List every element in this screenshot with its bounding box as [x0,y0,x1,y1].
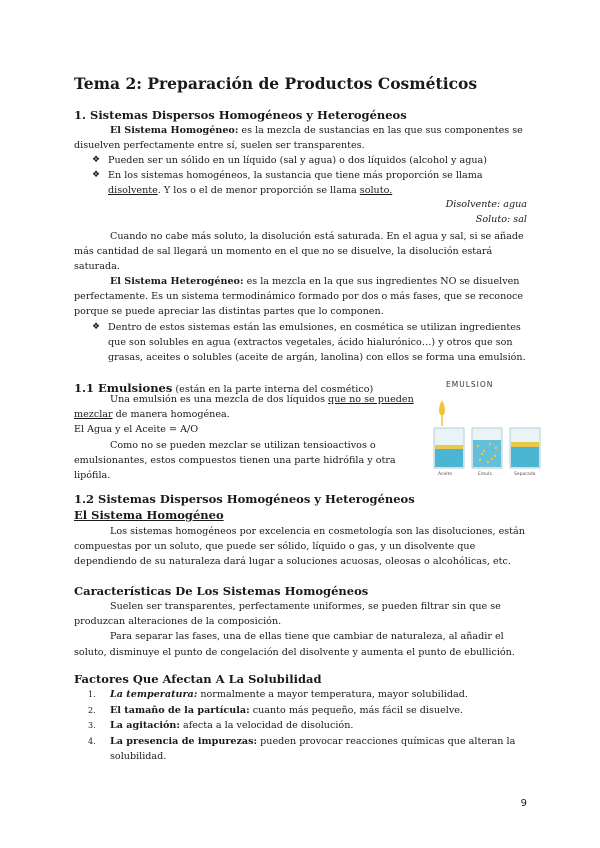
characteristics-line1: Suelen ser transparentes, perfectamente uniformes, se pueden filtrar sin que se [110,601,501,612]
heterogeneous-def-line2: perfectamente. Es un sistema termodinámico formado por dos o más fases, que se reconoce [74,291,524,303]
section-1-heading: 1. Sistemas Dispersos Homogéneos y Heterogéneos [74,108,407,122]
bullet-line1: En los sistemas homogéneos, la sustancia que tiene más proporción se llama [108,170,483,181]
saturation-line2: más cantidad de sal llegará un momento en el que no se disuelve, la disolución estará [74,246,493,258]
bullet-line3: grasas, aceites o solubles (aceite de argán, lanolina) con ellos se forma una emulsión. [108,352,526,364]
example-solute: Soluto: sal [475,214,527,225]
factors-heading: Factores Que Afectan A La Solubilidad [74,672,322,686]
bullet-line2: que son solubles en agua (extractos vegetales, ácido hialurónico…) y otros que son [108,337,513,349]
homogeneous-def-line1: es la mezcla de sustancias en las que sus componentes se [241,125,523,136]
emulsion-line1: Una emulsión es una mezcla de dos líquidos [110,394,329,405]
bullet-mid: . Y los o el de menor proporción se llama [157,185,360,197]
heterogeneous-definition [74,274,544,320]
characteristics-heading: Características De Los Sistemas Homogéneos [74,584,369,598]
factor-text: normalmente a mayor temperatura, mayor solubilidad. [197,689,468,700]
bullet-text: Pueden ser un sólido en un líquido (sal y agua) o dos líquidos (alcohol y agua) [108,155,487,166]
factor-term: La agitación: [110,720,180,731]
heterogeneous-def-line3: porque se puede apreciar las distintas partes que lo componen. [74,306,384,318]
figure-title: EMULSION [446,380,494,389]
caption-2: Emuls. [478,472,494,477]
bullet-emulsions [92,320,552,366]
bullet-line1: Dentro de estos sistemas están las emulsiones, en cosmética se utilizan ingredientes [108,322,521,333]
factor-item [88,703,548,718]
diamond-bullet-icon: ❖ [92,155,101,165]
emulsion-line6: lipófila. [74,470,111,482]
emulsion-underlined-2: mezclar [74,409,113,421]
bullet-text [92,168,552,198]
emulsion-line5: emulsionantes, estos compuestos tienen una parte hidrófila y otra [74,454,396,466]
emulsion-illustration [420,372,548,484]
item-number: 2. [88,706,96,715]
bullet-solid-liquid [92,153,552,168]
homogeneous-definition [74,123,544,153]
caption-3: Separada [514,472,536,477]
emulsion-underlined-1: que no se pueden [328,394,414,405]
emulsion-line2: de manera homogénea. [112,409,230,421]
item-number: 1. [88,690,96,699]
factor-text: pueden provocar reacciones químicas que alteran la [257,736,516,747]
emulsion-line4: Como no se pueden mezclar se utilizan tensioactivos o [110,439,376,451]
heterogeneous-term: El Sistema Heterogéneo: [110,276,244,287]
characteristics-line2: produzcan alteraciones de la composición. [74,616,282,628]
solute-term: soluto. [359,185,393,197]
characteristics-line4: soluto, disminuye el punto de congelación del disolvente y aumenta el punto de ebullición. [74,646,515,658]
factor-item [88,734,548,764]
disolutions-line1: Los sistemas homogéneos por excelencia en cosmetología son las disoluciones, están [110,526,525,537]
homogeneous-def-line2: disuelven perfectamente entre sí, suelen ser transparentes. [74,140,365,152]
characteristics-line3: Para separar las fases, una de ellas tiene que cambiar de naturaleza, al añadir el [110,631,504,643]
saturation-paragraph [74,229,544,275]
disolutions-line2: compuestas por un soluto, que puede ser sólido, líquido o gas, y un disolvente que [74,541,476,553]
factor-term: El tamaño de la partícula: [110,705,250,716]
factor-term: La presencia de impurezas: [110,736,258,747]
factor-text: cuanto más pequeño, más fácil se disuelve. [249,705,463,716]
disolutions-line3: dependiendo de su naturaleza dará lugar a soluciones acuosas, oleosas o alcohólicas, etc. [74,556,511,568]
page-title: Tema 2: Preparación de Productos Cosméticos [74,74,478,93]
section-1-2-heading: 1.2 Sistemas Dispersos Homogéneos y Heterogéneos [74,492,415,506]
item-number: 3. [88,721,96,730]
diamond-bullet-icon: ❖ [92,170,101,180]
factor-text: afecta a la velocidad de disolución. [179,720,354,731]
water-oil-formula: El Agua y el Aceite = A/O [74,424,199,436]
factor-term: La temperatura: [110,689,198,700]
caption-1: Aceite [438,472,453,477]
homogeneous-term: El Sistema Homogéneo: [110,125,239,136]
bullet-text [92,320,552,366]
diamond-bullet-icon: ❖ [92,322,101,332]
factor-item [88,687,548,702]
characteristics-paragraph [74,599,544,660]
beakers-drawing [420,372,548,484]
emulsions-heading: 1.1 Emulsiones [74,381,173,395]
emulsion-paragraph [74,392,414,483]
disolutions-paragraph [74,524,544,570]
heterogeneous-def-line1: es la mezcla en la que sus ingredientes NO se disuelven [246,276,520,287]
section-1-2-subheading: El Sistema Homogéneo [74,508,224,522]
item-number: 4. [88,737,96,746]
saturation-line3: saturada. [74,261,120,273]
page-number: 9 [520,798,527,809]
example-solvent: Disolvente: agua [445,199,527,210]
factor-item [88,718,548,733]
bullet-solvent-solute [92,168,552,198]
saturation-line1: Cuando no cabe más soluto, la disolución está saturada. En el agua y sal, si se añade [110,231,524,242]
factor-text-line2: solubilidad. [110,751,167,763]
oil-drop [439,400,445,416]
solvent-term: disolvente [108,185,158,197]
emulsions-note: (están en la parte interna del cosmético) [172,384,374,395]
